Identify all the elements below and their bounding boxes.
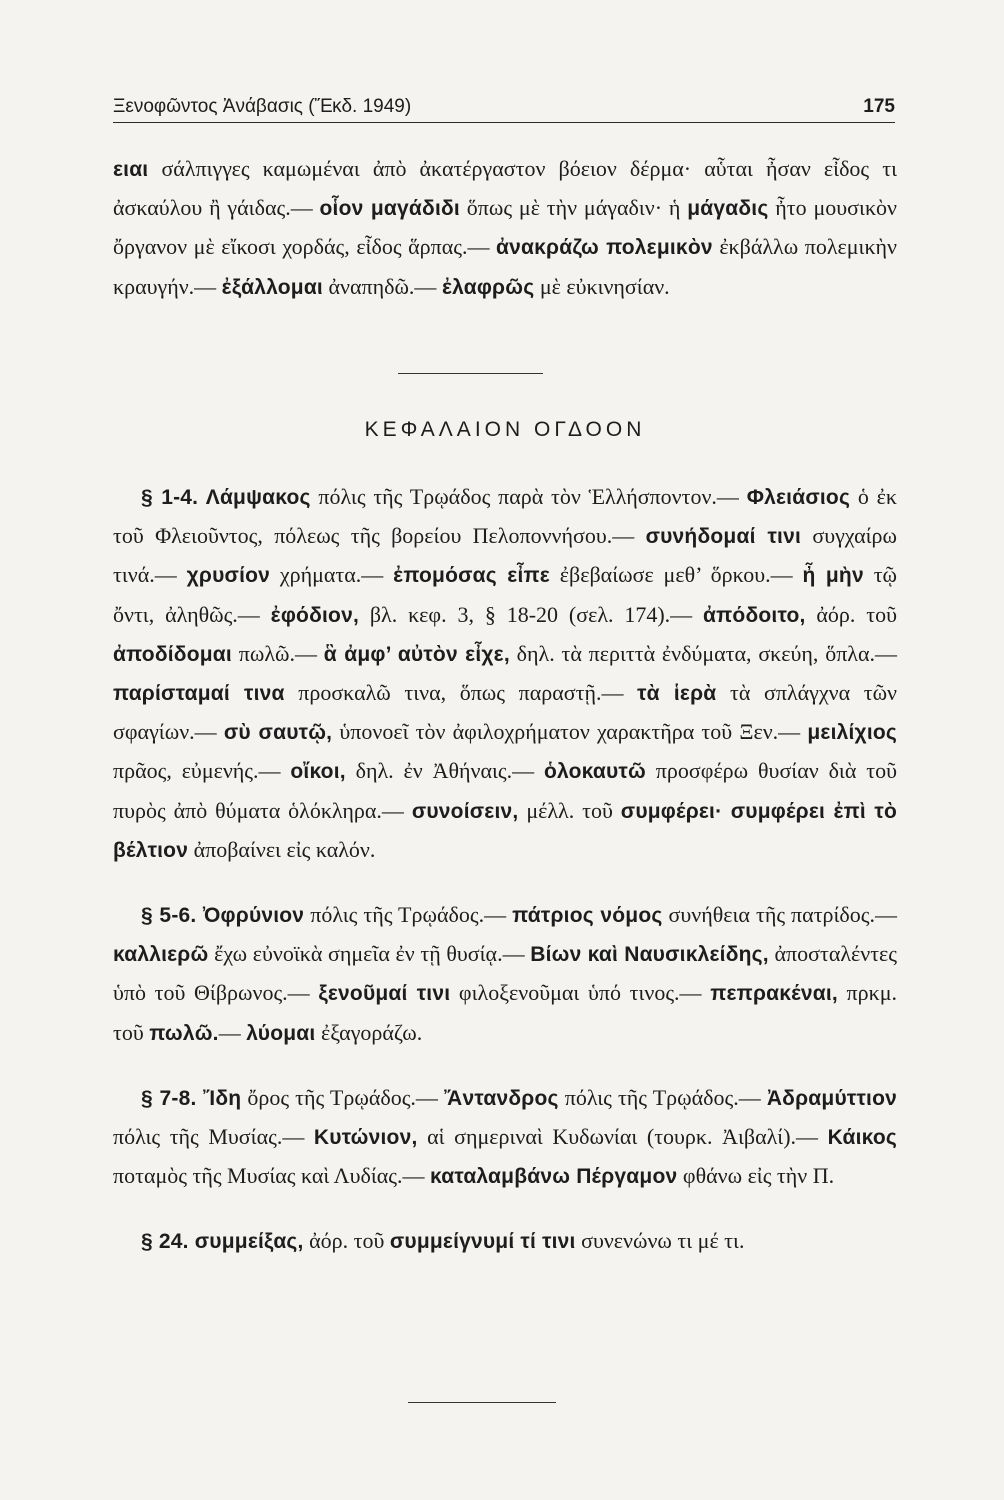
gloss: ὑπονοεῖ τὸν ἀφιλοχρήματον χαρακτῆρα τοῦ Ξεν.— <box>332 719 808 745</box>
gloss: — <box>218 1019 247 1045</box>
gloss: ὄρος τῆς Τρῳάδος.— <box>241 1084 445 1110</box>
lemma: ἐφόδιον, <box>270 603 359 627</box>
lemma: ὁλοκαυτῶ <box>544 760 646 784</box>
running-title: Ξενοφῶντος Ἀνάβασις (Ἔκδ. 1949) <box>113 96 412 117</box>
gloss: συνήθεια τῆς πατρίδος.— <box>662 902 898 928</box>
lemma: λύομαι <box>246 1021 316 1045</box>
gloss: πόλις τῆς Τρῳάδος.— <box>558 1084 767 1110</box>
gloss: πόλις τῆς Μυσίας.— <box>113 1124 314 1150</box>
lemma: πάτριος νόμος <box>512 904 663 928</box>
lemma: ἐλαφρῶς <box>441 275 535 299</box>
gloss: ἀόρ. τοῦ <box>805 601 897 627</box>
lemma: χρυσίον <box>186 564 271 588</box>
lemma: ἐξάλλομαι <box>221 275 323 299</box>
gloss: πρᾶος, εὐμενής.— <box>113 758 291 784</box>
gloss: συγχαίρω τινά.— <box>113 523 897 588</box>
lemma: ἦ μὴν <box>802 564 864 588</box>
lemma: συνοίσειν, <box>411 799 519 823</box>
gloss: ἐβεβαίωσε μεθ’ ὅρκου.— <box>549 562 803 588</box>
lemma: πωλῶ. <box>149 1021 219 1045</box>
lemma: Ἄντανδρος <box>444 1086 559 1110</box>
section-lemma: § 7-8. Ἴδη <box>141 1086 242 1110</box>
text-block-top <box>113 150 897 307</box>
lemma: οἴκοι, <box>290 760 346 784</box>
gloss: ποταμὸς τῆς Μυσίας καὶ Λυδίας.— <box>113 1163 431 1189</box>
lemma: ἃ ἀμφ’ αὐτὸν εἶχε, <box>323 642 510 666</box>
gloss: τῷ ὄντι, ἀληθῶς.— <box>113 562 898 627</box>
lemma: συμμείγνυμί τί τινι <box>389 1230 576 1254</box>
gloss: αἱ σημεριναὶ Κυδωνίαι (τουρκ. Ἀιβαλί).— <box>417 1124 828 1150</box>
lemma: οἷον μαγάδιδι <box>319 197 460 221</box>
lemma: ξενοῦμαί τινι <box>318 982 451 1006</box>
lemma: ἀπόδοιτο, <box>703 603 806 627</box>
gloss: προσκαλῶ τινα, ὅπως παραστῇ.— <box>284 680 638 706</box>
gloss: πρκμ. τοῦ <box>113 980 898 1045</box>
gloss: ἀναπηδῶ.— <box>322 273 442 299</box>
gloss: συνενώνω τι μέ τι. <box>575 1228 745 1254</box>
gloss: χρήματα.— <box>270 562 394 588</box>
gloss: δηλ. τὰ περιττὰ ἐνδύματα, σκεύη, ὅπλα.— <box>509 640 897 666</box>
lemma: συνήδομαί τινι <box>645 525 801 549</box>
lemma: παρίσταμαί τινα <box>113 682 285 706</box>
page-number: 175 <box>863 96 895 117</box>
gloss: ὅπως μὲ τὴν μάγαδιν· ἡ <box>459 195 688 221</box>
gloss: δηλ. ἐν Ἀθήναις.— <box>345 758 544 784</box>
paragraph-24 <box>113 1222 897 1261</box>
gloss: σάλπιγγες καμωμέναι ἀπὸ ἀκατέργαστον βόειον δέρμα· αὗται ἦσαν εἶδος τι ἀσκαύλου ἢ γάιδας.— <box>113 156 897 221</box>
gloss: ἐκβάλλω πολεμικὴν κραυγήν.— <box>113 234 898 299</box>
gloss: τὰ σπλάγχνα τῶν σφαγίων.— <box>113 680 897 745</box>
gloss: πόλις τῆς Τρῳάδος.— <box>304 902 513 928</box>
end-separator-line <box>408 1402 556 1403</box>
lemma: Βίων καὶ Ναυσικλείδης, <box>530 943 769 967</box>
lemma: τὰ ἱερὰ <box>637 682 717 706</box>
section-lemma: § 5-6. Ὀφρύνιον <box>141 904 305 928</box>
paragraph-continuation <box>113 150 897 307</box>
text-block-main <box>113 478 897 1262</box>
section-lemma: § 24. συμμείξας, <box>141 1230 304 1254</box>
gloss: μὲ εὐκινησίαν. <box>534 273 670 299</box>
lemma: καλλιερῶ <box>113 943 209 967</box>
running-header <box>113 92 895 123</box>
gloss: ἀποσταλέντες ὑπὸ τοῦ Θίβρωνος.— <box>113 941 897 1006</box>
lemma: Φλειάσιος <box>746 486 851 509</box>
lemma: Κάικος <box>827 1126 897 1150</box>
lemma: καταλαμβάνω Πέργαμον <box>430 1165 678 1189</box>
gloss: πόλις τῆς Τρῳάδος παρὰ τὸν Ἑλλήσποντον.— <box>310 484 747 509</box>
gloss: πωλῶ.— <box>231 640 324 666</box>
gloss: βλ. κεφ. 3, § 18-20 (σελ. 174).— <box>359 601 704 627</box>
paragraph-5-6 <box>113 896 897 1053</box>
gloss: ἔχω εὐνοϊκὰ σημεῖα ἐν τῇ θυσίᾳ.— <box>208 941 531 967</box>
gloss: ἀποβαίνει εἰς καλόν. <box>188 836 376 862</box>
lemma: ειαι <box>113 158 149 181</box>
lemma: μάγαδις <box>687 197 769 221</box>
chapter-title: ΚΕΦΑΛΑΙΟΝ ΟΓΔΟΟΝ <box>364 418 646 441</box>
gloss: ἀόρ. τοῦ <box>303 1228 390 1254</box>
gloss: μέλλ. τοῦ <box>518 797 621 823</box>
gloss: φιλοξενοῦμαι ὑπό τινος.— <box>450 980 711 1006</box>
paragraph-7-8 <box>113 1079 897 1197</box>
lemma: ἀποδίδομαι <box>113 642 232 666</box>
lemma: πεπρακέναι, <box>710 982 838 1006</box>
lemma: Ἀδραμύττιον <box>766 1086 897 1110</box>
lemma: Κυτώνιον, <box>313 1126 418 1150</box>
paragraph-1-4 <box>113 478 897 870</box>
gloss: ἦτο μουσικὸν ὄργανον μὲ εἴκοσι χορδάς, εἶδος ἅρπας.— <box>113 195 897 260</box>
section-lemma: § 1-4. Λάμψακος <box>141 486 311 509</box>
separator-line <box>398 373 543 374</box>
lemma: ἀνακράζω πολεμικὸν <box>496 236 713 260</box>
lemma: μειλίχιος <box>807 721 898 745</box>
gloss: προσφέρω θυσίαν διὰ τοῦ πυρὸς ἀπὸ θύματα ὁλόκληρα.— <box>113 758 897 823</box>
lemma: σὺ σαυτῷ, <box>223 721 333 745</box>
gloss: φθάνω εἰς τὴν Π. <box>677 1163 835 1189</box>
gloss: ὁ ἐκ τοῦ Φλειοῦντος, πόλεως τῆς βορείου Πελοποννήσου.— <box>113 484 898 549</box>
lemma: συμφέρει· συμφέρει ἐπὶ τὸ βέλτιον <box>113 799 898 862</box>
lemma: ἐπομόσας εἶπε <box>393 564 550 588</box>
gloss: ἐξαγοράζω. <box>315 1019 423 1045</box>
